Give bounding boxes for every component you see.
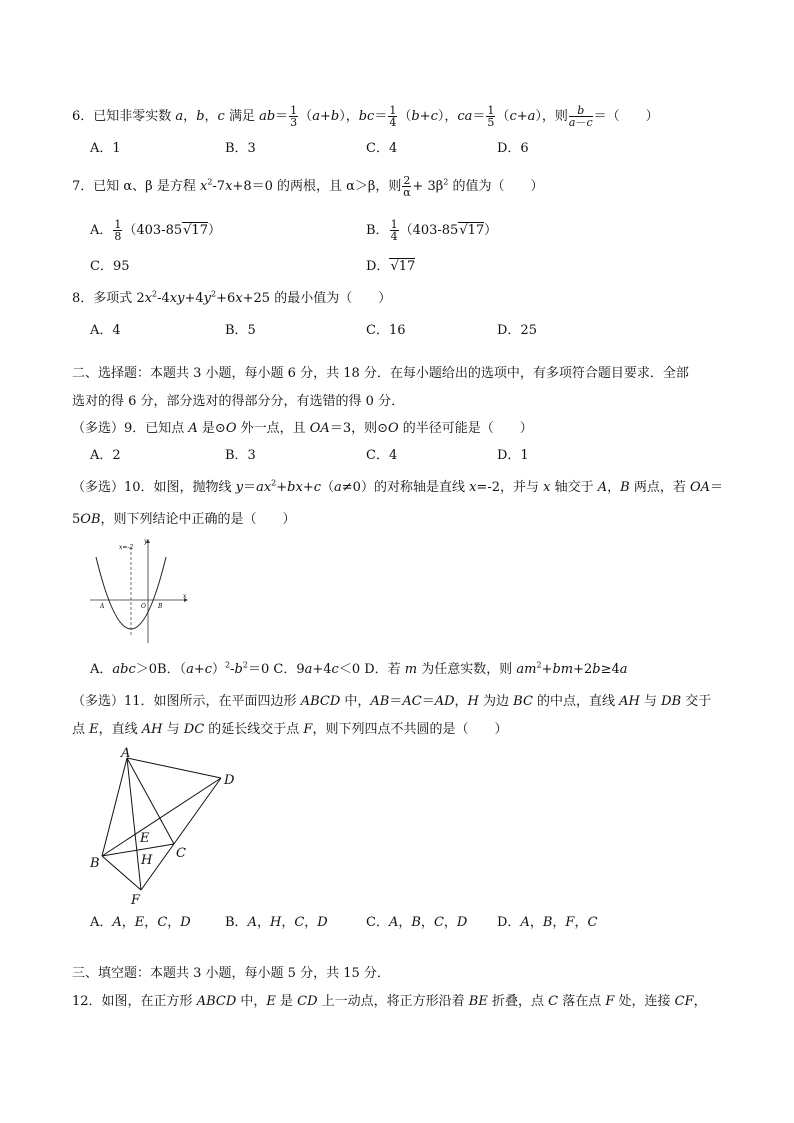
parabola-figure [88, 537, 190, 647]
q6-option-b[interactable]: B．3 [225, 141, 256, 156]
symmetry-axis-label: x=-2 [119, 544, 134, 551]
label-c: C [176, 846, 186, 861]
segment-bd [102, 778, 221, 856]
q7-option-d[interactable]: D．√17 [366, 259, 416, 274]
origin-label: O [141, 603, 146, 610]
q9-option-c[interactable]: C．4 [366, 448, 398, 463]
q9-option-a[interactable]: A．2 [90, 448, 121, 463]
question-10-stem-cont: 5OB，则下列结论中正确的是（ ） [72, 512, 296, 527]
y-axis-label: y [144, 538, 148, 545]
q7-option-b[interactable]: B． $\frac{1}{4}$ （403-85√17） [366, 218, 498, 243]
q8-option-b[interactable]: B．5 [225, 323, 256, 338]
q6-option-a[interactable]: A．1 [90, 141, 121, 156]
q7-option-c[interactable]: C．95 [90, 259, 130, 274]
segment-df [141, 778, 221, 890]
point-a-label: A [100, 603, 105, 610]
section-3-heading: 三、填空题：本题共 3 小题，每小题 5 分，共 15 分． [72, 966, 390, 981]
q9-option-d[interactable]: D．1 [497, 448, 529, 463]
segment-ab [102, 758, 127, 856]
segment-bf [102, 856, 141, 890]
q11-option-a[interactable]: A．A，E，C，D [90, 915, 191, 930]
q9-option-b[interactable]: B．3 [225, 448, 256, 463]
segment-ac [127, 758, 174, 844]
question-7-stem: 7．已知 α、β 是方程 $x^2-7x+8=0$ 的两根，且 α＞β，则 $\frac{2}{\alpha}$ + $3\beta^2$ 的值为（ ） [72, 174, 544, 199]
q7-option-a[interactable]: A． $\frac{1}{8}$ （403-85√17） [90, 218, 221, 243]
question-6-stem: 6．已知非零实数 a，b，c 满足 ab＝ $\frac{1}{3}$ （a+b），bc＝ $\frac{1}{4}$ （b+c），ca＝ $\frac{1}{5}$ （c+a），则 $\frac{b}{a-c}$ ＝（ ） [72, 104, 659, 129]
q6-option-c[interactable]: C．4 [366, 141, 398, 156]
quadrilateral-figure [84, 742, 244, 910]
x-axis-label: x [183, 593, 187, 600]
question-12-stem: 12．如图，在正方形 ABCD 中，E 是 CD 上一动点，将正方形沿着 BE 折叠，点 C 落在点 F 处，连接 CF， [72, 994, 707, 1009]
section-2-heading: 二、选择题：本题共 3 小题，每小题 6 分，共 18 分．在每小题给出的选项中，有多项符合题目要求．全部 [72, 366, 689, 381]
q11-option-d[interactable]: D．A，B，F，C [497, 915, 598, 930]
label-a: A [121, 746, 131, 761]
q11-option-b[interactable]: B．A，H，C，D [225, 915, 328, 930]
segment-bc [102, 844, 174, 856]
q8-option-c[interactable]: C．16 [366, 323, 406, 338]
question-10-stem: （多选）10．如图，抛物线 $y=ax^2+bx+c(a\ne 0)$的对称轴是直线 x=-2，并与 x 轴交于 A，B 两点，若 OA＝ [72, 478, 724, 495]
question-9-stem: （多选）9．已知点 A 是⊙O 外一点，且 OA＝3，则⊙O 的半径可能是（ ） [72, 421, 533, 436]
section-2-heading-cont: 选对的得 6 分，部分选对的得部分分，有选错的得 0 分． [72, 394, 405, 409]
question-10-options[interactable]: A．abc＞0B．$(a+c)^2-b^2=0$ C．9a+4c＜0 D．若 m 为任意实数，则 $am^2+bm+2b\ge 4a$ [90, 660, 628, 677]
q8-option-d[interactable]: D．25 [497, 323, 537, 338]
point-b-label: B [158, 603, 163, 610]
label-h: H [141, 853, 153, 868]
question-11-stem: （多选）11．如图所示，在平面四边形 ABCD 中，AB＝AC＝AD，H 为边 BC 的中点，直线 AH 与 DB 交于 [72, 694, 712, 709]
segment-ad [127, 758, 221, 778]
question-8-stem: 8．多项式 $2x^2-4xy+4y^2+6x+25$ 的最小值为（ ） [72, 289, 392, 306]
label-d: D [224, 773, 235, 788]
q11-option-c[interactable]: C．A，B，C，D [366, 915, 468, 930]
q6-option-d[interactable]: D．6 [497, 141, 529, 156]
label-f: F [131, 893, 141, 908]
q8-option-a[interactable]: A．4 [90, 323, 121, 338]
segment-af [127, 758, 141, 890]
label-b: B [90, 856, 100, 871]
label-e: E [140, 831, 150, 846]
question-11-stem-cont: 点 E，直线 AH 与 DC 的延长线交于点 F，则下列四点不共圆的是（ ） [72, 722, 508, 737]
